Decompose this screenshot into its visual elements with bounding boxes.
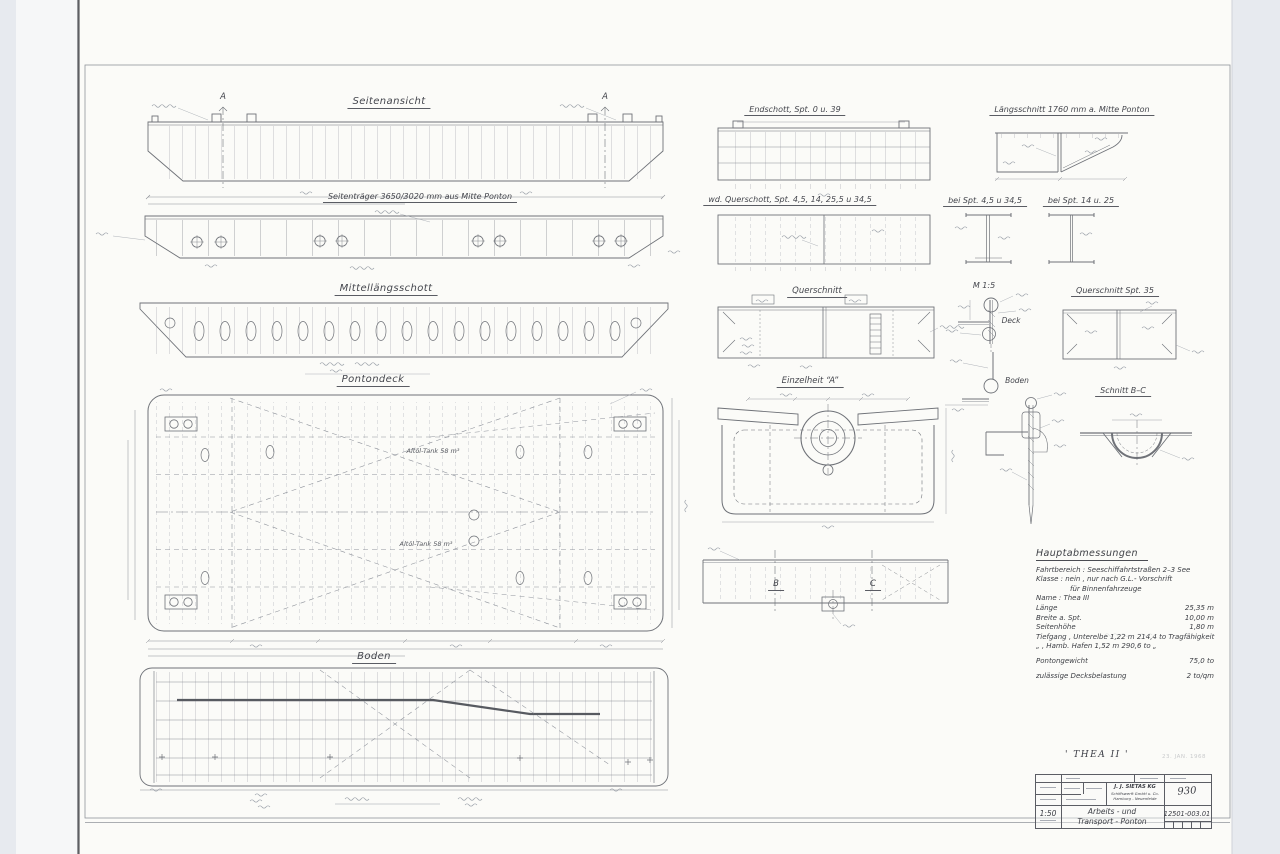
tb-drawing-title-2: Transport - Ponton <box>1077 817 1147 826</box>
haupt-laenge-value: 25,35 m <box>1184 603 1214 612</box>
tb-line <box>1036 805 1211 806</box>
haupt-name: Name : Thea III <box>1036 594 1090 603</box>
annotation-mark <box>1066 778 1080 779</box>
haupt-gewicht-label: Pontongewicht <box>1036 656 1088 665</box>
tank-label: Altöl-Tank 58 m³ <box>399 540 453 548</box>
view-querschnitt <box>718 295 964 368</box>
view-boden <box>140 668 668 808</box>
section-marker-b: B <box>768 579 784 591</box>
view-seitentraeger <box>96 211 680 270</box>
annotation-mark <box>1170 778 1186 779</box>
title-bei-spt-14: bei Spt. 14 u. 25 <box>1043 196 1119 207</box>
haupt-tiefgang-1: Tiefgang , Unterelbe 1,22 m 214,4 to Tragfähigkeit <box>1036 632 1215 641</box>
section-marker-a: A <box>220 92 226 102</box>
view-schnitt-bc <box>1080 414 1194 468</box>
annotation-mark <box>1040 799 1056 800</box>
haupt-deckslast-value: 2 to/qm <box>1186 671 1214 680</box>
view-querschnitt-spt35 <box>1063 302 1204 369</box>
tb-firm-name: J. J. SIETAS KG <box>1114 784 1156 790</box>
view-querschott <box>718 215 930 271</box>
tb-firm-line3: Hamburg - Neuenfelde <box>1113 796 1157 801</box>
tb-drawing-number: 12501-003.01 <box>1163 810 1211 818</box>
haupt-seitenhoehe-label: Seitenhöhe <box>1036 623 1076 632</box>
tb-line <box>1191 821 1192 828</box>
title-mittellaengsschott: Mittellängsschott <box>335 283 438 296</box>
title-endschott: Endschott, Spt. 0 u. 39 <box>744 105 845 116</box>
tb-build-number: 930 <box>1177 785 1197 798</box>
title-laengsschnitt: Längsschnitt 1760 mm a. Mitte Ponton <box>989 105 1154 116</box>
annotation-mark <box>1040 787 1056 788</box>
tb-drawing-title-1: Arbeits - und <box>1087 807 1137 816</box>
title-querschnitt-spt35: Querschnitt Spt. 35 <box>1071 286 1159 297</box>
view-endschott <box>718 121 930 196</box>
title-querschott: wd. Querschott, Spt. 4,5, 14, 25,5 u 34,5 <box>703 195 876 206</box>
haupt-klasse: Klasse : nein , nur nach G.L.- Vorschrift <box>1036 575 1173 584</box>
label-scale-m15: M 1:5 <box>972 281 996 290</box>
tb-line <box>1182 821 1183 828</box>
title-boden: Boden <box>352 651 396 664</box>
haupt-breite-value: 10,00 m <box>1184 613 1214 622</box>
title-bei-spt-45: bei Spt. 4,5 u 34,5 <box>943 196 1027 207</box>
annotation-mark <box>1064 788 1080 789</box>
tb-line <box>1106 782 1107 805</box>
haupt-gewicht-value: 75,0 to <box>1189 656 1214 665</box>
view-einzelheit-schnitt <box>986 393 1066 524</box>
label-boden: Boden <box>1005 376 1029 385</box>
title-block <box>1035 774 1212 829</box>
tb-line <box>1164 821 1211 822</box>
tb-line <box>1036 782 1211 783</box>
haupt-laenge-label: Länge <box>1036 603 1058 612</box>
title-einzelheit-a: Einzelheit “A” <box>777 376 844 388</box>
section-marker-c: C <box>865 579 881 591</box>
tb-line <box>1164 775 1165 828</box>
tb-line <box>1083 782 1084 794</box>
vessel-name-handwritten: ' THEA II ' <box>1064 750 1130 760</box>
view-laengsschnitt <box>995 133 1128 181</box>
view-bc-elevation <box>703 548 948 627</box>
tb-line <box>1173 821 1174 828</box>
view-beam-sections <box>955 213 1094 264</box>
hauptabmessungen-title: Hauptabmessungen <box>1036 549 1148 561</box>
annotation-mark <box>1140 778 1158 779</box>
title-pontondeck: Pontondeck <box>337 374 410 387</box>
title-seitentraeger: Seitenträger 3650/3020 mm aus Mitte Ponton <box>323 192 517 203</box>
title-querschnitt: Querschnitt <box>787 286 847 298</box>
annotation-mark <box>1066 799 1096 800</box>
annotation-mark <box>1086 788 1102 789</box>
tb-line <box>1200 821 1201 828</box>
title-seitenansicht: Seitenansicht <box>347 96 430 109</box>
view-pontondeck <box>128 389 687 656</box>
tb-firm-line2: Schiffswerft GmbH u. Co. <box>1111 791 1159 796</box>
date-stamp: 23. JAN. 1968 <box>1162 754 1206 760</box>
haupt-seitenhoehe-value: 1,80 m <box>1189 623 1214 632</box>
label-deck: Deck <box>1001 316 1021 325</box>
haupt-klasse2: für Binnenfahrzeuge <box>1070 584 1142 593</box>
view-m15-detail <box>945 294 1031 411</box>
haupt-tiefgang-2: „ , Hamb. Hafen 1,52 m 290,6 to „ <box>1036 642 1157 651</box>
view-einzelheit-a <box>718 394 954 528</box>
annotation-mark <box>1040 820 1056 821</box>
haupt-breite-label: Breite a. Spt. <box>1036 613 1082 622</box>
title-schnitt-bc: Schnitt B–C <box>1095 386 1151 397</box>
tank-label: Altöl-Tank 58 m³ <box>406 447 460 455</box>
view-seitenansicht <box>146 105 665 204</box>
hauptabmessungen-block <box>1036 549 1236 681</box>
tb-scale: 1:50 <box>1039 809 1057 818</box>
tb-line <box>1036 794 1081 795</box>
haupt-fahrtbereich: Fahrtbereich : Seeschiffahrtstraßen 2–3 See <box>1036 565 1191 574</box>
view-mittellaengsschott <box>140 303 668 374</box>
tb-line <box>1061 775 1062 828</box>
section-marker-a: A <box>602 92 608 102</box>
haupt-deckslast-label: zulässige Decksbelastung <box>1036 671 1127 680</box>
tb-line <box>1134 775 1135 782</box>
